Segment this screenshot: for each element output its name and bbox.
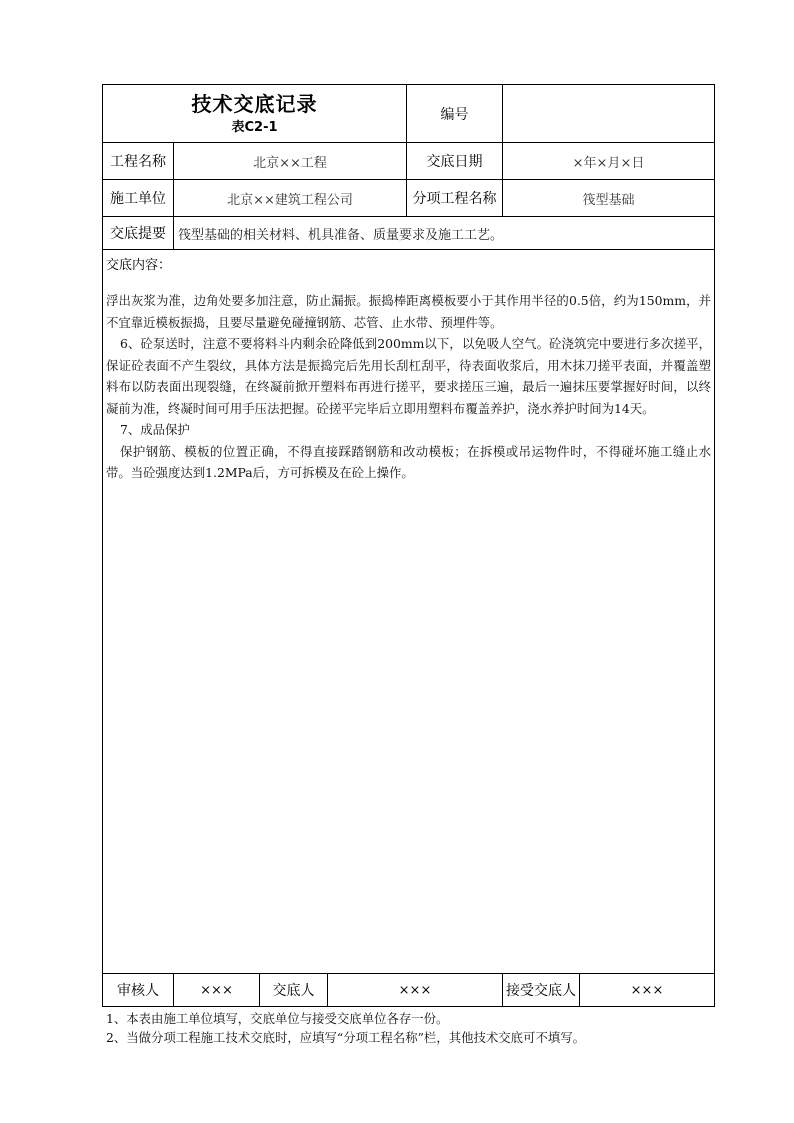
signature-row bbox=[103, 974, 715, 1007]
contractor-value[interactable]: 北京××建筑工程公司 bbox=[174, 180, 407, 217]
receiver-label: 接受交底人 bbox=[503, 974, 580, 1007]
note-line: 1、本表由施工单位填写，交底单位与接受交底单位各存一份。 bbox=[106, 1011, 449, 1026]
receiver-value[interactable]: ××× bbox=[580, 974, 715, 1007]
title-cell bbox=[103, 85, 407, 143]
content-cell[interactable] bbox=[103, 250, 715, 974]
content-paragraph: 7、成品保护 bbox=[120, 422, 190, 437]
summary-value[interactable]: 筏型基础的相关材料、机具准备、质量要求及施工工艺。 bbox=[174, 217, 715, 250]
summary-row bbox=[103, 217, 715, 250]
contractor-row bbox=[103, 180, 715, 217]
number-label: 编号 bbox=[407, 85, 503, 143]
summary-label: 交底提要 bbox=[103, 217, 174, 250]
content-paragraph: 6、砼泵送时，注意不要将料斗内剩余砼降低到200mm以下，以免吸人空气。砼浇筑完中要进行多次搓平，保证砼表面不产生裂纹，具体方法是振捣完后先用长刮杠刮平，待表面收浆后，用木抹刀搓平表面，并覆盖塑料布以防表面出现裂缝，在终凝前掀开塑料布再进行搓平，要求搓压三遍，最后一遍抹压要掌握好时间，以终凝前为准，终凝时间可用手压法把握。砼搓平完毕后立即用塑料布覆盖养护，浇水养护时间为14天。 bbox=[106, 336, 711, 416]
discloser-value[interactable]: ××× bbox=[328, 974, 503, 1007]
content-paragraph: 保护钢筋、模板的位置正确，不得直接踩踏钢筋和改动模板；在拆模或吊运物件时，不得碰坏施工缝止水带。当砼强度达到1.2MPa后，方可拆模及在砼上操作。 bbox=[106, 443, 711, 480]
sub-project-value[interactable]: 筏型基础 bbox=[503, 180, 715, 217]
date-value[interactable]: ×年×月×日 bbox=[503, 143, 715, 180]
form-notes bbox=[106, 1009, 585, 1047]
content-heading: 交底内容： bbox=[106, 258, 172, 273]
contractor-label: 施工单位 bbox=[103, 180, 174, 217]
form-code: 表C2-1 bbox=[231, 119, 278, 135]
content-paragraph: 浮出灰浆为准，边角处要多加注意，防止漏振。振捣棒距离模板要小于其作用半径的0.5倍，约为150mm，并不宜靠近模板振捣，且要尽量避免碰撞钢筋、芯管、止水带、预埋件等。 bbox=[106, 293, 711, 330]
form-title: 技术交底记录 bbox=[191, 91, 318, 116]
project-name-label: 工程名称 bbox=[103, 143, 174, 180]
project-row bbox=[103, 143, 715, 180]
discloser-label: 交底人 bbox=[260, 974, 328, 1007]
technical-disclosure-form bbox=[102, 84, 715, 1007]
sub-project-label: 分项工程名称 bbox=[407, 180, 503, 217]
reviewer-value[interactable]: ××× bbox=[174, 974, 260, 1007]
reviewer-label: 审核人 bbox=[103, 974, 174, 1007]
project-name-value[interactable]: 北京××工程 bbox=[174, 143, 407, 180]
title-row bbox=[103, 85, 715, 143]
note-line: 2、当做分项工程施工技术交底时，应填写“分项工程名称”栏，其他技术交底可不填写。 bbox=[106, 1030, 586, 1045]
number-field[interactable] bbox=[503, 85, 715, 143]
content-row bbox=[103, 250, 715, 974]
date-label: 交底日期 bbox=[407, 143, 503, 180]
